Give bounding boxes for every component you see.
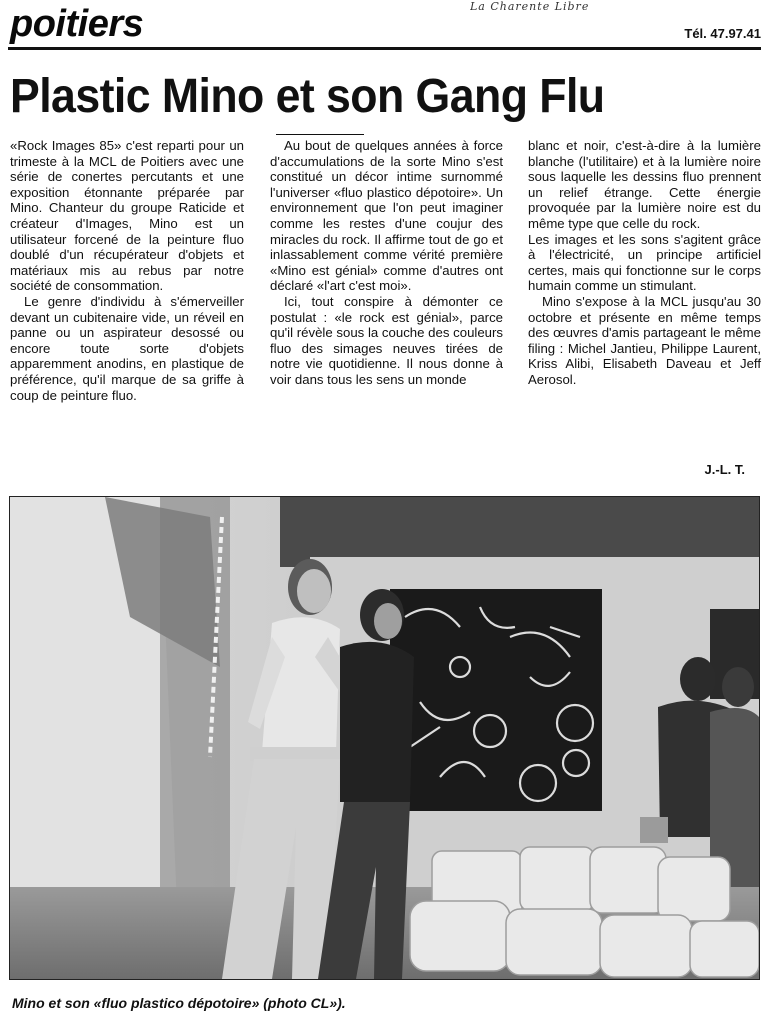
paragraph: Ici, tout conspire à démonter ce postulat : «le rock est génial», parce qu'il révèle sous la couche des couleurs fluo des simages neuves tirées de notre vie quotidienne. Il nous donne à voir dans tous les sens un monde: [270, 293, 503, 387]
phone-number: Tél. 47.97.41: [684, 26, 761, 41]
article-column-1: [10, 138, 244, 403]
paragraph: Mino s'expose à la MCL jusqu'au 30 octobre et présente en même temps des œuvres d'amis partageant le même filing : Michel Jantieu, Philippe Laurent, Kriss Alibi, Elisabeth Daveau et Jeff Aerosol.: [528, 293, 761, 387]
article-headline: Plastic Mino et son Gang Flu: [10, 70, 605, 123]
photo-caption: Mino et son «fluo plastico dépotoire» (photo CL»).: [12, 995, 346, 1011]
paragraph: «Rock Images 85» c'est reparti pour un trimeste à la MCL de Poitiers avec une série de conertes percutants et une exposition étonnante préparée par Mino. Chanteur du groupe Raticide et créateur d'Images, Mino est un utilisateur forcené de la peinture fluo doublé d'un récupérateur d'objets et matériaux mis au rebus par notre société de consommation.: [10, 138, 244, 294]
section-title: poitiers: [10, 3, 144, 45]
column-rule: [276, 134, 364, 135]
paragraph: Les images et les sons s'agitent grâce à l'électricité, un principe artificiel certes, mais qui fonctionne sur le corps humain comme un stimulant.: [528, 231, 761, 294]
photo-illustration: [10, 497, 759, 979]
article-column-3: [528, 138, 761, 388]
article-column-2: [270, 138, 503, 388]
article-photo: [9, 496, 760, 980]
author-signature: J.-L. T.: [704, 462, 745, 477]
paragraph: Au bout de quelques années à force d'accumulations de la sorte Mino s'est constitué un décor intime surnommé l'universer «fluo plastico dépotoire». Un environnement que l'on peut imaginer comme les restes d'une coujur des miracles du rock. Il affirme tout de go et inlassablement comme vérité première «Mino est génial» comme d'autres ont déclaré «l'art c'est moi».: [270, 138, 503, 294]
header-rule: [8, 47, 761, 50]
masthead-scrawl: La Charente Libre: [470, 0, 590, 10]
paragraph: Le genre d'individu à s'émerveiller devant un cubitenaire vide, un réveil en panne ou un aspirateur desossé ou encore toute sorte d'objets apparemment anodins, en plastique de préférence, qu'il marque de sa griffe à coup de peinture fluo.: [10, 293, 244, 403]
paragraph: blanc et noir, c'est-à-dire à la lumière blanche (l'utilitaire) et à la lumière noire sous laquelle les dessins fluo prennent un relief étrange. Cette énergie provoquée par la lumière noire est du même type que celle du rock.: [528, 138, 761, 231]
